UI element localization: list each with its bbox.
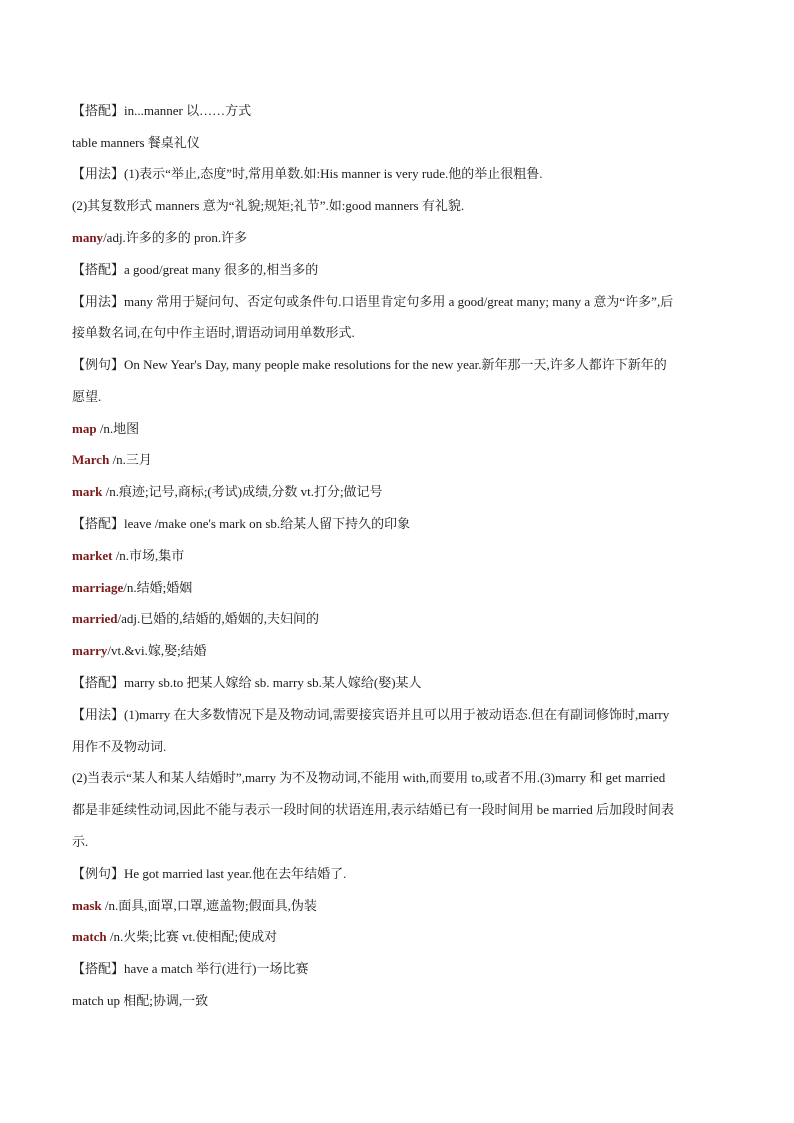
- entry-text: On New Year's Day, many people make resolutions for the new year.新年那一天,许多人都许下新年的: [124, 357, 667, 372]
- entry-line: [72, 325, 727, 341]
- headword: mask: [72, 898, 102, 913]
- entry-line: [72, 898, 727, 914]
- headword: many: [72, 230, 104, 245]
- entry-text: (1)表示“举止,态度”时,常用单数.如:His manner is very rude.他的举止很粗鲁.: [124, 166, 543, 181]
- entry-line: [72, 866, 727, 882]
- headword: March: [72, 452, 110, 467]
- entry-line: [72, 707, 727, 723]
- entry-line: [72, 834, 727, 850]
- entry-text: /n.三月: [109, 452, 152, 467]
- entry-line: [72, 675, 727, 691]
- entry-text: (1)marry 在大多数情况下是及物动词,需要接宾语并且可以用于被动语态.但在有副词修饰时,marry: [124, 707, 670, 722]
- headword: map: [72, 421, 97, 436]
- entry-line: [72, 294, 727, 310]
- entry-text: leave /make one's mark on sb.给某人留下持久的印象: [124, 516, 411, 531]
- entry-line: [72, 421, 727, 437]
- headword: married: [72, 611, 118, 626]
- section-tag: 【搭配】: [72, 516, 125, 531]
- entry-text: /n.结婚;婚姻: [123, 580, 193, 595]
- entry-line: [72, 802, 727, 818]
- headword: marry: [72, 643, 108, 658]
- entry-text: match up 相配;协调,一致: [72, 993, 209, 1008]
- entry-text: 都是非延续性动词,因此不能与表示一段时间的状语连用,表示结婚已有一段时间用 be married 后加段时间表: [72, 802, 674, 817]
- entry-line: [72, 739, 727, 755]
- entry-text: /n.火柴;比赛 vt.使相配;使成对: [106, 929, 278, 944]
- entry-line: [72, 580, 727, 596]
- section-tag: 【用法】: [72, 707, 125, 722]
- entry-line: [72, 135, 727, 151]
- headword: marriage: [72, 580, 124, 595]
- headword: mark: [72, 484, 103, 499]
- entry-line: [72, 389, 727, 405]
- entry-line: [72, 198, 727, 214]
- entry-text: marry sb.to 把某人嫁给 sb. marry sb.某人嫁给(娶)某人: [124, 675, 422, 690]
- entry-line: [72, 993, 727, 1009]
- section-tag: 【搭配】: [72, 961, 125, 976]
- entry-text: /adj.已婚的,结婚的,婚姻的,夫妇间的: [117, 611, 319, 626]
- entry-line: [72, 643, 727, 659]
- entry-line: [72, 103, 727, 119]
- entry-line: [72, 548, 727, 564]
- entry-line: [72, 166, 727, 182]
- entry-text: many 常用于疑问句、否定句或条件句.口语里肯定句多用 a good/great many; many a 意为“许多”,后: [124, 294, 674, 309]
- section-tag: 【用法】: [72, 294, 125, 309]
- entry-line: [72, 611, 727, 627]
- entry-line: [72, 262, 727, 278]
- entry-text: (2)当表示“某人和某人结婚时”,marry 为不及物动词,不能用 with,而要用 to,或者不用.(3)marry 和 get married: [72, 770, 666, 785]
- entry-line: [72, 961, 727, 977]
- entry-text: He got married last year.他在去年结婚了.: [124, 866, 347, 881]
- headword: match: [72, 929, 107, 944]
- entry-text: /vt.&vi.嫁,娶;结婚: [107, 643, 207, 658]
- entry-text: a good/great many 很多的,相当多的: [124, 262, 319, 277]
- entry-text: /n.痕迹;记号,商标;(考试)成绩,分数 vt.打分;做记号: [102, 484, 383, 499]
- section-tag: 【例句】: [72, 866, 125, 881]
- entry-text: have a match 举行(进行)一场比赛: [124, 961, 309, 976]
- entry-text: 愿望.: [72, 389, 102, 404]
- entry-text: 接单数名词,在句中作主语时,谓语动词用单数形式.: [72, 325, 355, 340]
- section-tag: 【搭配】: [72, 103, 125, 118]
- entry-text: in...manner 以……方式: [124, 103, 252, 118]
- entry-line: [72, 929, 727, 945]
- entry-line: [72, 230, 727, 246]
- entry-line: [72, 484, 727, 500]
- entry-text: /n.市场,集市: [112, 548, 185, 563]
- entry-text: /n.地图: [96, 421, 140, 436]
- entry-text: (2)其复数形式 manners 意为“礼貌;规矩;礼节”.如:good manners 有礼貌.: [72, 198, 465, 213]
- section-tag: 【例句】: [72, 357, 125, 372]
- section-tag: 【搭配】: [72, 262, 125, 277]
- entry-line: [72, 357, 727, 373]
- entry-line: [72, 452, 727, 468]
- entry-line: [72, 770, 727, 786]
- section-tag: 【用法】: [72, 166, 125, 181]
- entry-text: /n.面具,面罩,口罩,遮盖物;假面具,伪装: [101, 898, 317, 913]
- headword: market: [72, 548, 113, 563]
- entry-text: 用作不及物动词.: [72, 739, 167, 754]
- entry-text: 示.: [72, 834, 89, 849]
- entry-text: /adj.许多的多的 pron.许多: [103, 230, 248, 245]
- entry-line: [72, 516, 727, 532]
- section-tag: 【搭配】: [72, 675, 125, 690]
- entry-text: table manners 餐桌礼仪: [72, 135, 200, 150]
